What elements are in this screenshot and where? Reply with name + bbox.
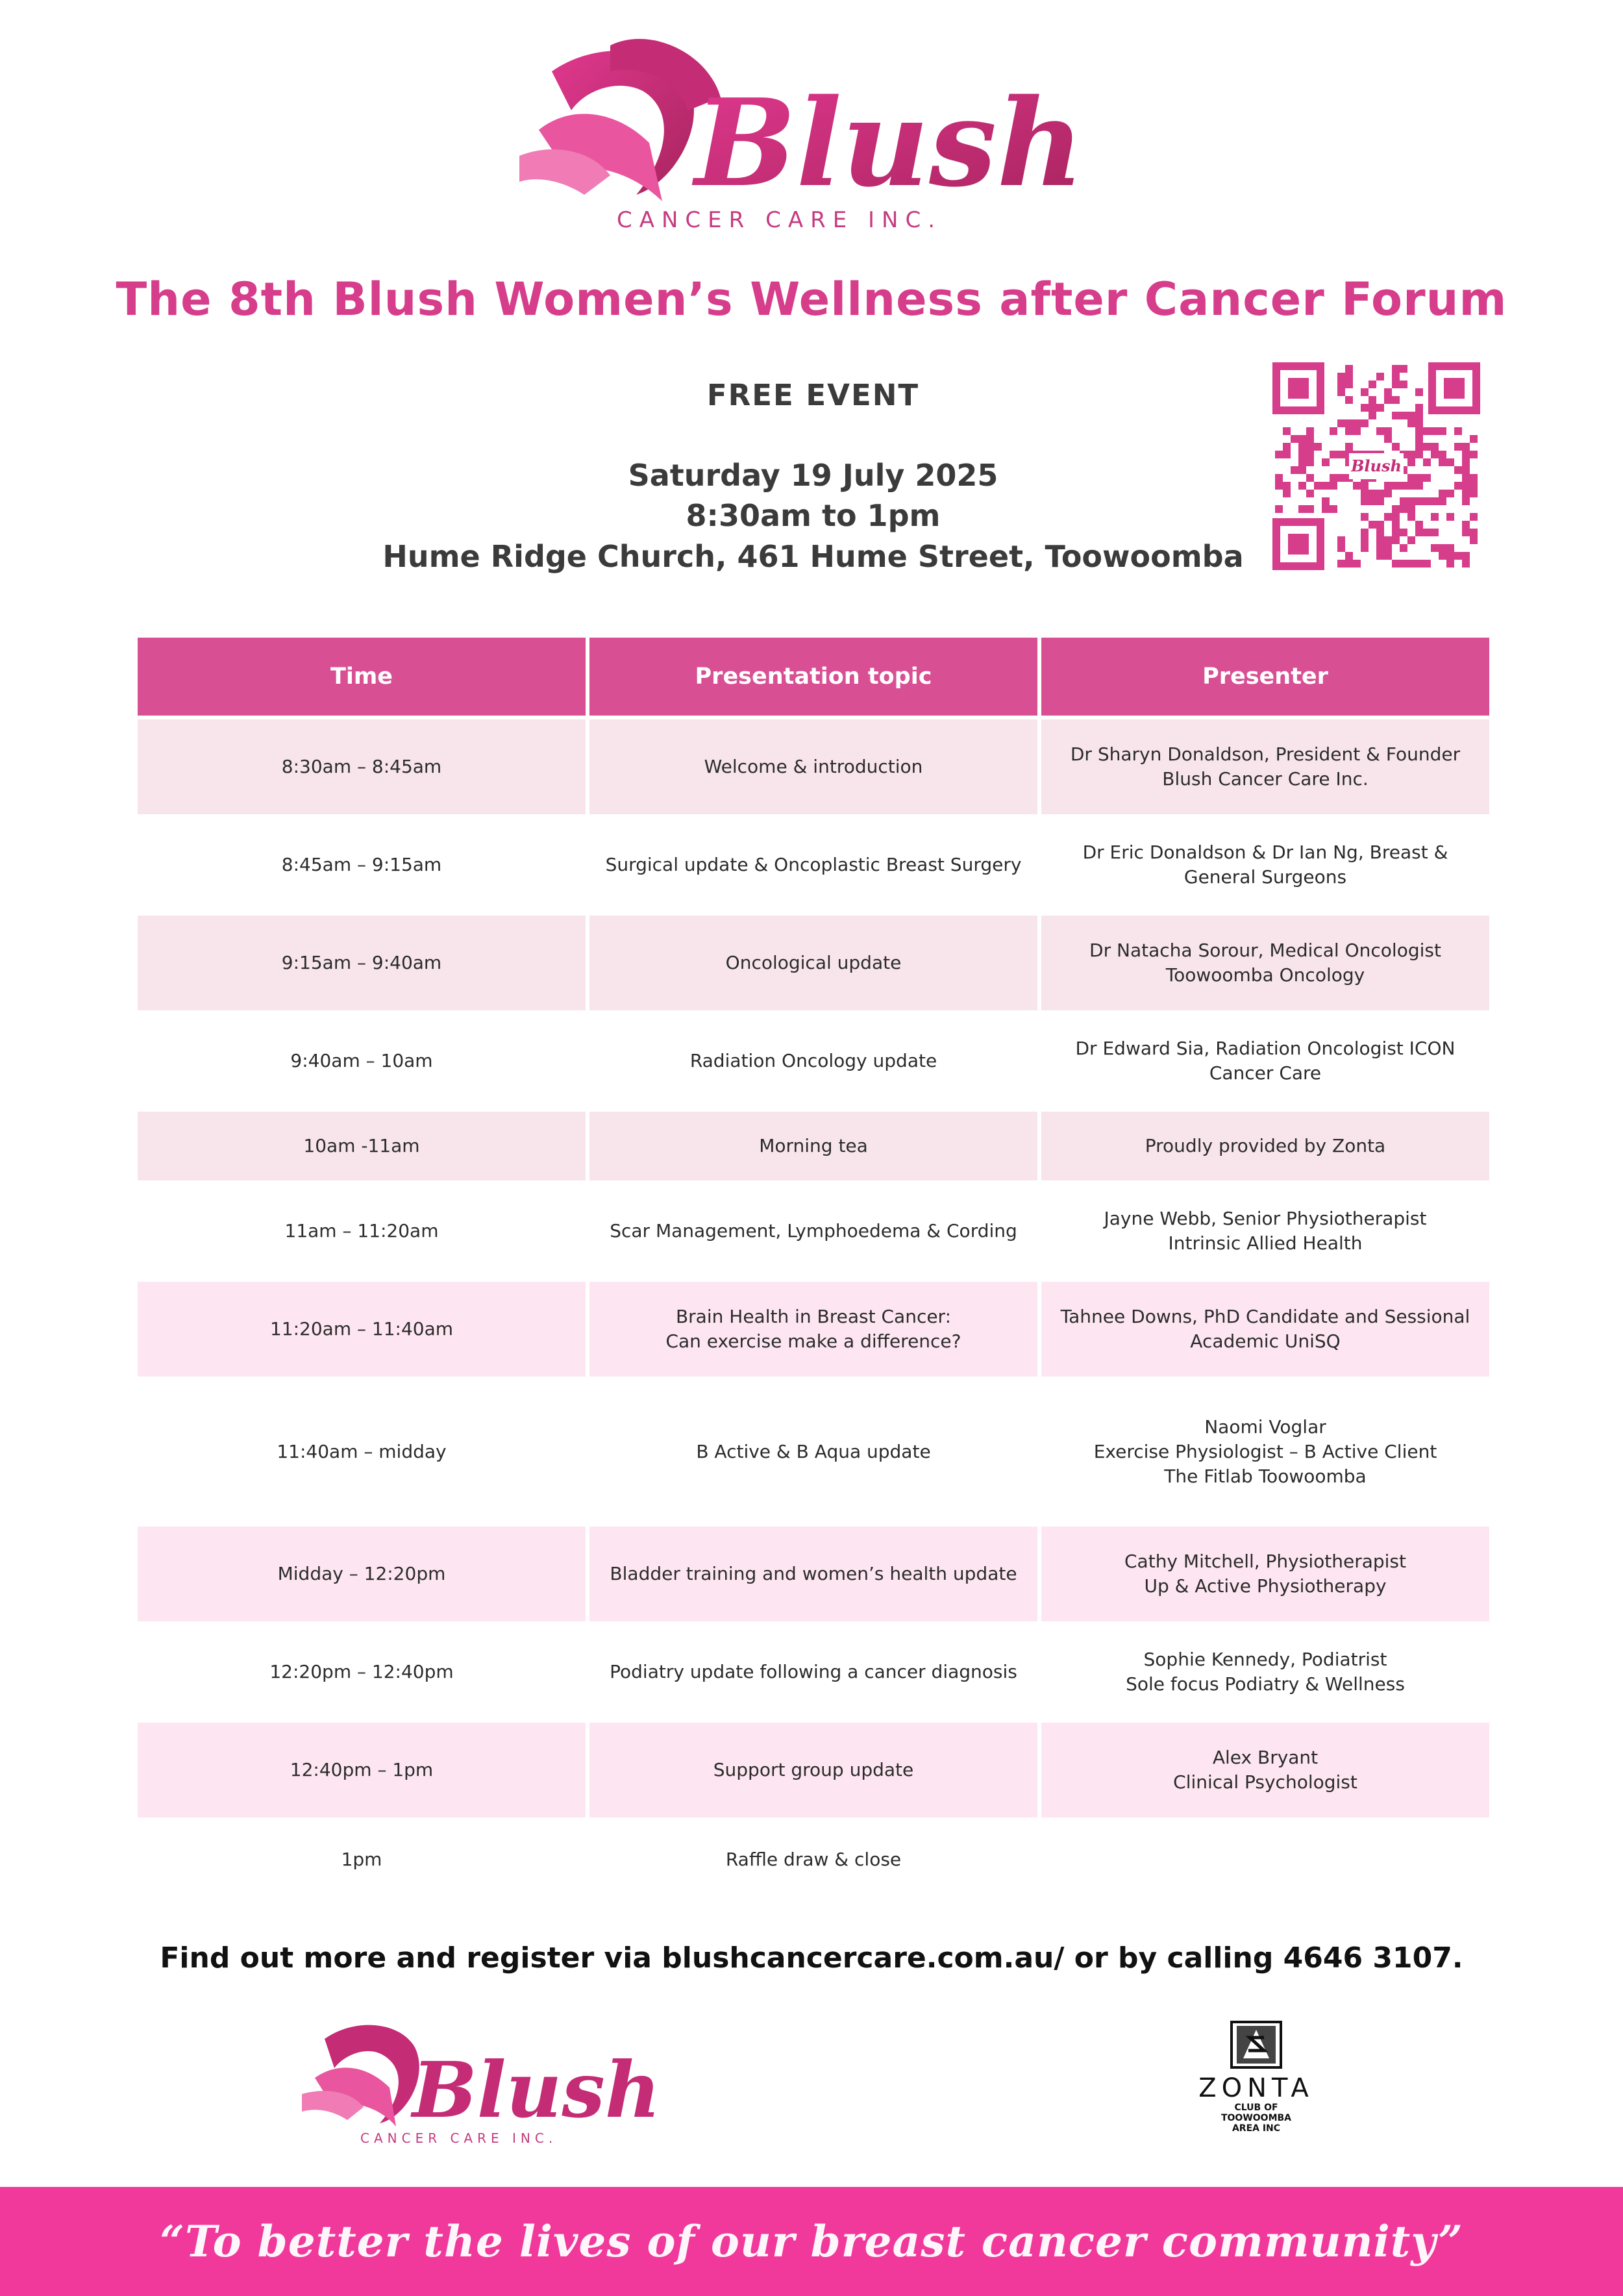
footer-banner (0, 2187, 1623, 2296)
row-time: 10am -11am (303, 1135, 420, 1156)
zonta-sub3: AREA INC (1232, 2123, 1281, 2134)
table-row (138, 1282, 1489, 1377)
table-row (138, 1821, 1489, 1899)
table-row (138, 1112, 1489, 1180)
free-event-label: FREE EVENT (706, 378, 920, 412)
row-topic: Bladder training and women’s health update (610, 1563, 1017, 1584)
zonta-logo (1188, 2019, 1324, 2143)
event-date: Saturday 19 July 2025 (628, 458, 998, 493)
qr-logo-label: Blush (1351, 456, 1402, 475)
row-time: 9:15am – 9:40am (281, 952, 442, 973)
row-presenter: Dr Natacha Sorour, Medical Oncologist Toowoomba Oncology (1089, 940, 1441, 986)
table-row (138, 1723, 1489, 1817)
row-time: 9:40am – 10am (290, 1050, 433, 1071)
table-header-row (138, 638, 1489, 716)
ribbon-logo-icon (513, 32, 1084, 234)
row-time: 8:45am – 9:15am (281, 854, 442, 875)
table-row (138, 1527, 1489, 1621)
row-topic: Morning tea (759, 1135, 868, 1156)
row-topic: B Active & B Aqua update (696, 1440, 931, 1462)
blush-logo (513, 32, 1084, 234)
blush-logo-small (299, 2013, 661, 2149)
ribbon-logo-icon (299, 2013, 661, 2149)
table-row (138, 1625, 1489, 1719)
header-topic: Presentation topic (589, 638, 1037, 716)
row-presenter: Cathy Mitchell, Physiotherapist Up & Active Physiotherapy (1124, 1551, 1406, 1597)
row-presenter: Sophie Kennedy, Podiatrist Sole focus Podiatry & Wellness (1126, 1649, 1405, 1695)
zonta-sub2: TOOWOOMBA (1220, 2113, 1292, 2123)
event-venue: Hume Ridge Church, 461 Hume Street, Toowoomba (382, 539, 1244, 574)
row-time: 11am – 11:20am (284, 1220, 439, 1242)
header-presenter: Presenter (1041, 638, 1489, 716)
row-presenter: Jayne Webb, Senior Physiotherapist Intrinsic Allied Health (1104, 1208, 1427, 1254)
zonta-wordmark: ZONTA (1198, 2073, 1314, 2103)
row-time: 12:20pm – 12:40pm (269, 1661, 454, 1682)
row-presenter: Tahnee Downs, PhD Candidate and Sessional Academic UniSQ (1060, 1306, 1470, 1352)
row-topic: Scar Management, Lymphoedema & Cording (610, 1220, 1017, 1242)
row-topic: Welcome & introduction (704, 756, 923, 777)
logo-wordmark: Blush (695, 72, 1084, 214)
row-topic: Surgical update & Oncoplastic Breast Surgery (605, 854, 1022, 875)
row-presenter: Dr Edward Sia, Radiation Oncologist ICON Cancer Care (1075, 1038, 1456, 1084)
table-row (138, 1014, 1489, 1108)
zonta-emblem-icon (1229, 2019, 1283, 2070)
footer-slogan: “To better the lives of our breast cancer community” (160, 2216, 1463, 2267)
row-topic: Oncological update (725, 952, 902, 973)
row-topic: Brain Health in Breast Cancer: Can exercise make a difference? (665, 1306, 961, 1352)
logo-wordmark-small: Blush (412, 2045, 661, 2135)
logo-tagline: CANCER CARE INC. (617, 207, 943, 233)
row-topic: Support group update (713, 1759, 914, 1780)
row-topic: Podiatry update following a cancer diagnosis (610, 1661, 1017, 1682)
table-row (138, 1184, 1489, 1279)
row-time: 1pm (341, 1849, 382, 1870)
row-presenter: Alex Bryant Clinical Psychologist (1173, 1747, 1357, 1793)
logo-tagline-small: CANCER CARE INC. (360, 2130, 558, 2146)
register-info: Find out more and register via blushcancercare.com.au/ or by calling 4646 3107. (160, 1941, 1463, 1975)
row-presenter: Dr Sharyn Donaldson, President & Founder Blush Cancer Care Inc. (1070, 743, 1461, 790)
table-row (138, 719, 1489, 814)
table-row (138, 817, 1489, 912)
row-time: 11:40am – midday (277, 1440, 447, 1462)
row-topic: Raffle draw & close (725, 1849, 902, 1870)
row-time: 12:40pm – 1pm (290, 1759, 434, 1780)
event-time: 8:30am to 1pm (686, 498, 941, 533)
row-presenter: Proudly provided by Zonta (1145, 1135, 1386, 1156)
row-topic: Radiation Oncology update (689, 1050, 937, 1071)
row-time: 11:20am – 11:40am (269, 1318, 454, 1340)
row-time: Midday – 12:20pm (277, 1563, 446, 1584)
zonta-sub1: CLUB OF (1234, 2103, 1278, 2113)
header-time: Time (138, 638, 586, 716)
schedule-table (138, 638, 1489, 1899)
row-presenter: Naomi Voglar Exercise Physiologist – B Active Client The Fitlab Toowoomba (1093, 1416, 1437, 1487)
row-time: 8:30am – 8:45am (281, 756, 442, 777)
row-presenter: Dr Eric Donaldson & Dr Ian Ng, Breast & General Surgeons (1082, 842, 1448, 888)
table-row (138, 916, 1489, 1010)
qr-code-icon[interactable] (1272, 362, 1480, 570)
page-title: The 8th Blush Women’s Wellness after Cancer Forum (116, 273, 1507, 326)
table-row (138, 1380, 1489, 1523)
